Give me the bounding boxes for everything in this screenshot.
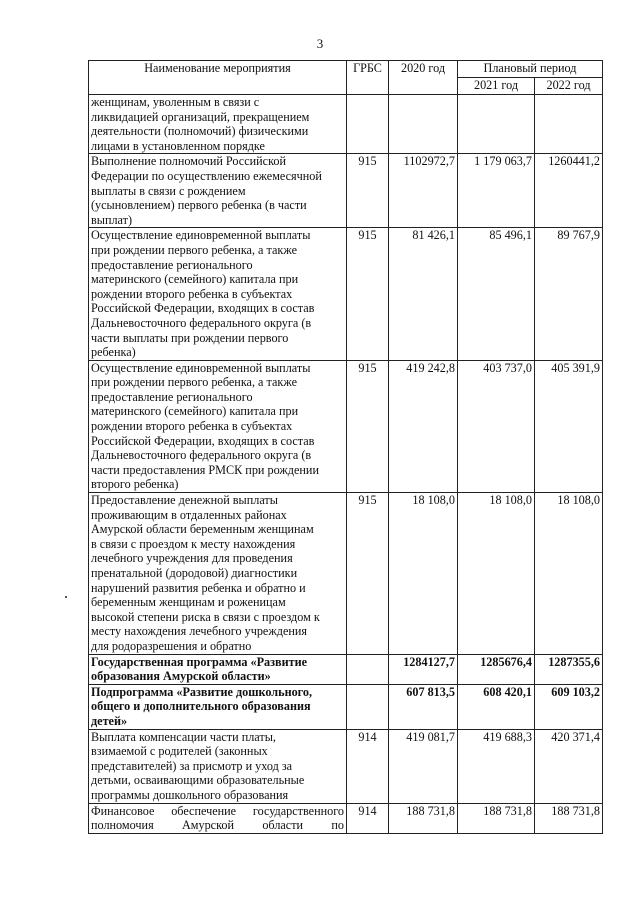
measure-name-line: Предоставление денежной выплаты <box>91 493 278 508</box>
measure-name-line: Российской Федерации, входящих в состав <box>91 433 315 448</box>
table-row <box>89 95 603 154</box>
measure-name-line: части выплаты при рождении первого <box>91 330 289 345</box>
measure-name-cell <box>89 360 347 492</box>
measure-name-line: Дальневосточного федерального округа (в <box>91 448 312 463</box>
value-2020-cell: 607 813,5 <box>389 684 458 729</box>
measure-name-cell <box>89 228 347 360</box>
value-2020-cell: 188 731,8 <box>389 803 458 833</box>
value-2021-cell <box>458 95 535 154</box>
value-2020-cell: 1284127,7 <box>389 654 458 684</box>
measure-name-line: предоставление регионального <box>91 389 253 404</box>
value-2022-cell: 609 103,2 <box>535 684 603 729</box>
header-name: Наименование мероприятия <box>89 61 347 95</box>
value-2022-cell: 1260441,2 <box>535 154 603 228</box>
table-body <box>89 95 603 834</box>
measure-name-cell <box>89 729 347 803</box>
measure-name-line: нарушений развития ребенка и обратно и <box>91 580 306 595</box>
value-2020-cell: 81 426,1 <box>389 228 458 360</box>
measure-name-line: материнского (семейного) капитала при <box>91 272 299 287</box>
value-2021-cell: 1 179 063,7 <box>458 154 535 228</box>
measure-name-line: детьми, осваивающими образовательные <box>91 773 305 788</box>
measure-name-line: взимаемой с родителей (законных <box>91 744 268 759</box>
measure-name-line: лицами в установленном порядке <box>91 138 265 153</box>
measure-name-line: проживающим в отдаленных районах <box>91 507 287 522</box>
value-2022-cell: 420 371,4 <box>535 729 603 803</box>
value-2022-cell: 89 767,9 <box>535 228 603 360</box>
table-row <box>89 729 603 803</box>
grbs-cell: 915 <box>347 493 389 655</box>
measure-name-line: женщинам, уволенным в связи с <box>91 95 260 109</box>
measure-name-line: лечебного учреждения для проведения <box>91 551 293 566</box>
measure-name-line: пренатальной (дородовой) диагностики <box>91 566 298 580</box>
value-2020-cell: 419 242,8 <box>389 360 458 492</box>
table-row <box>89 228 603 360</box>
measure-name-line: Финансовое обеспечение государственного <box>91 803 344 818</box>
scan-speck <box>65 596 67 598</box>
measure-name-line: Подпрограмма «Развитие дошкольного, <box>91 684 313 699</box>
value-2020-cell <box>389 95 458 154</box>
measure-name-line: выплаты в связи с рождением <box>91 183 246 198</box>
measure-name-line: Федерации по осуществлению ежемесячной <box>91 168 322 183</box>
measure-name-line: Выполнение полномочий Российской <box>91 154 286 169</box>
grbs-cell: 915 <box>347 154 389 228</box>
measure-name-line: Осуществление единовременной выплаты <box>91 360 311 375</box>
measure-name-line: выплат) <box>91 212 133 227</box>
measure-name-line: рождении второго ребенка в субъектах <box>91 419 293 434</box>
value-2021-cell: 403 737,0 <box>458 360 535 492</box>
measure-name-cell <box>89 654 347 684</box>
grbs-cell: 915 <box>347 228 389 360</box>
grbs-cell <box>347 654 389 684</box>
measure-name-line: деятельности (полномочий) физическими <box>91 124 309 139</box>
value-2022-cell: 18 108,0 <box>535 493 603 655</box>
measures-table <box>88 60 603 834</box>
measure-name-line: Дальневосточного федерального округа (в <box>91 315 312 330</box>
measure-name-cell <box>89 803 347 833</box>
measure-name-line: беременным женщинам и роженицам <box>91 595 286 610</box>
measure-name-line: второго ребенка) <box>91 477 179 492</box>
value-2021-cell: 419 688,3 <box>458 729 535 803</box>
table-row <box>89 154 603 228</box>
table-row <box>89 654 603 684</box>
value-2022-cell: 1287355,6 <box>535 654 603 684</box>
grbs-cell: 914 <box>347 803 389 833</box>
value-2021-cell: 18 108,0 <box>458 493 535 655</box>
measure-name-line: предоставление регионального <box>91 257 253 272</box>
value-2021-cell: 85 496,1 <box>458 228 535 360</box>
measure-name-line: (усыновлением) первого ребенка (в части <box>91 198 307 213</box>
measure-name-cell <box>89 684 347 729</box>
page-number: 3 <box>316 36 324 51</box>
value-2022-cell: 405 391,9 <box>535 360 603 492</box>
measure-name-line: полномочия Амурской области по <box>91 818 344 833</box>
value-2021-cell: 1285676,4 <box>458 654 535 684</box>
header-grbs: ГРБС <box>347 61 389 95</box>
value-2022-cell <box>535 95 603 154</box>
measure-name-cell <box>89 154 347 228</box>
header-2021: 2021 год <box>458 78 535 95</box>
measure-name-line: при рождении первого ребенка, а также <box>91 375 297 390</box>
measure-name-line: программы дошкольного образования <box>91 787 289 802</box>
measure-name-line: Выплата компенсации части платы, <box>91 729 276 744</box>
value-2020-cell: 18 108,0 <box>389 493 458 655</box>
value-2020-cell: 1102972,7 <box>389 154 458 228</box>
value-2021-cell: 188 731,8 <box>458 803 535 833</box>
table-row <box>89 803 603 833</box>
header-plan-period: Плановый период <box>458 61 603 78</box>
measure-name-line: материнского (семейного) капитала при <box>91 404 299 419</box>
measure-name-line: высокой степени риска в связи с проездом к <box>91 609 320 624</box>
measure-name-line: Осуществление единовременной выплаты <box>91 228 311 243</box>
measure-name-line: при рождении первого ребенка, а также <box>91 242 297 257</box>
measure-name-line: общего и дополнительного образования <box>91 699 311 714</box>
header-2022: 2022 год <box>535 78 603 95</box>
measure-name-line: Амурской области беременным женщинам <box>91 522 314 537</box>
grbs-cell <box>347 684 389 729</box>
measure-name-cell <box>89 95 347 154</box>
measure-name-line: Российской Федерации, входящих в состав <box>91 301 315 316</box>
measure-name-line: представителей) за присмотр и уход за <box>91 758 293 773</box>
value-2021-cell: 608 420,1 <box>458 684 535 729</box>
grbs-cell: 915 <box>347 360 389 492</box>
measure-name-line: в связи с проездом к месту нахождения <box>91 536 296 551</box>
measure-name-line: рождении второго ребенка в субъектах <box>91 286 293 301</box>
value-2020-cell: 419 081,7 <box>389 729 458 803</box>
measure-name-cell <box>89 493 347 655</box>
measure-name-line: образования Амурской области» <box>91 669 271 684</box>
grbs-cell: 914 <box>347 729 389 803</box>
measure-name-line: ребенка) <box>91 345 136 360</box>
measure-name-line: для родоразрешения и обратно <box>91 638 252 653</box>
measure-name-line: месту нахождения лечебного учреждения <box>91 624 308 639</box>
measure-name-line: Государственная программа «Развитие <box>91 654 308 669</box>
table-row <box>89 360 603 492</box>
value-2022-cell: 188 731,8 <box>535 803 603 833</box>
grbs-cell <box>347 95 389 154</box>
measure-name-line: ликвидацией организаций, прекращением <box>91 109 310 124</box>
measure-name-line: части предоставления РМСК при рождении <box>91 462 319 477</box>
measure-name-line: детей» <box>91 713 128 728</box>
table-row <box>89 493 603 655</box>
header-2020: 2020 год <box>389 61 458 95</box>
table-row <box>89 684 603 729</box>
